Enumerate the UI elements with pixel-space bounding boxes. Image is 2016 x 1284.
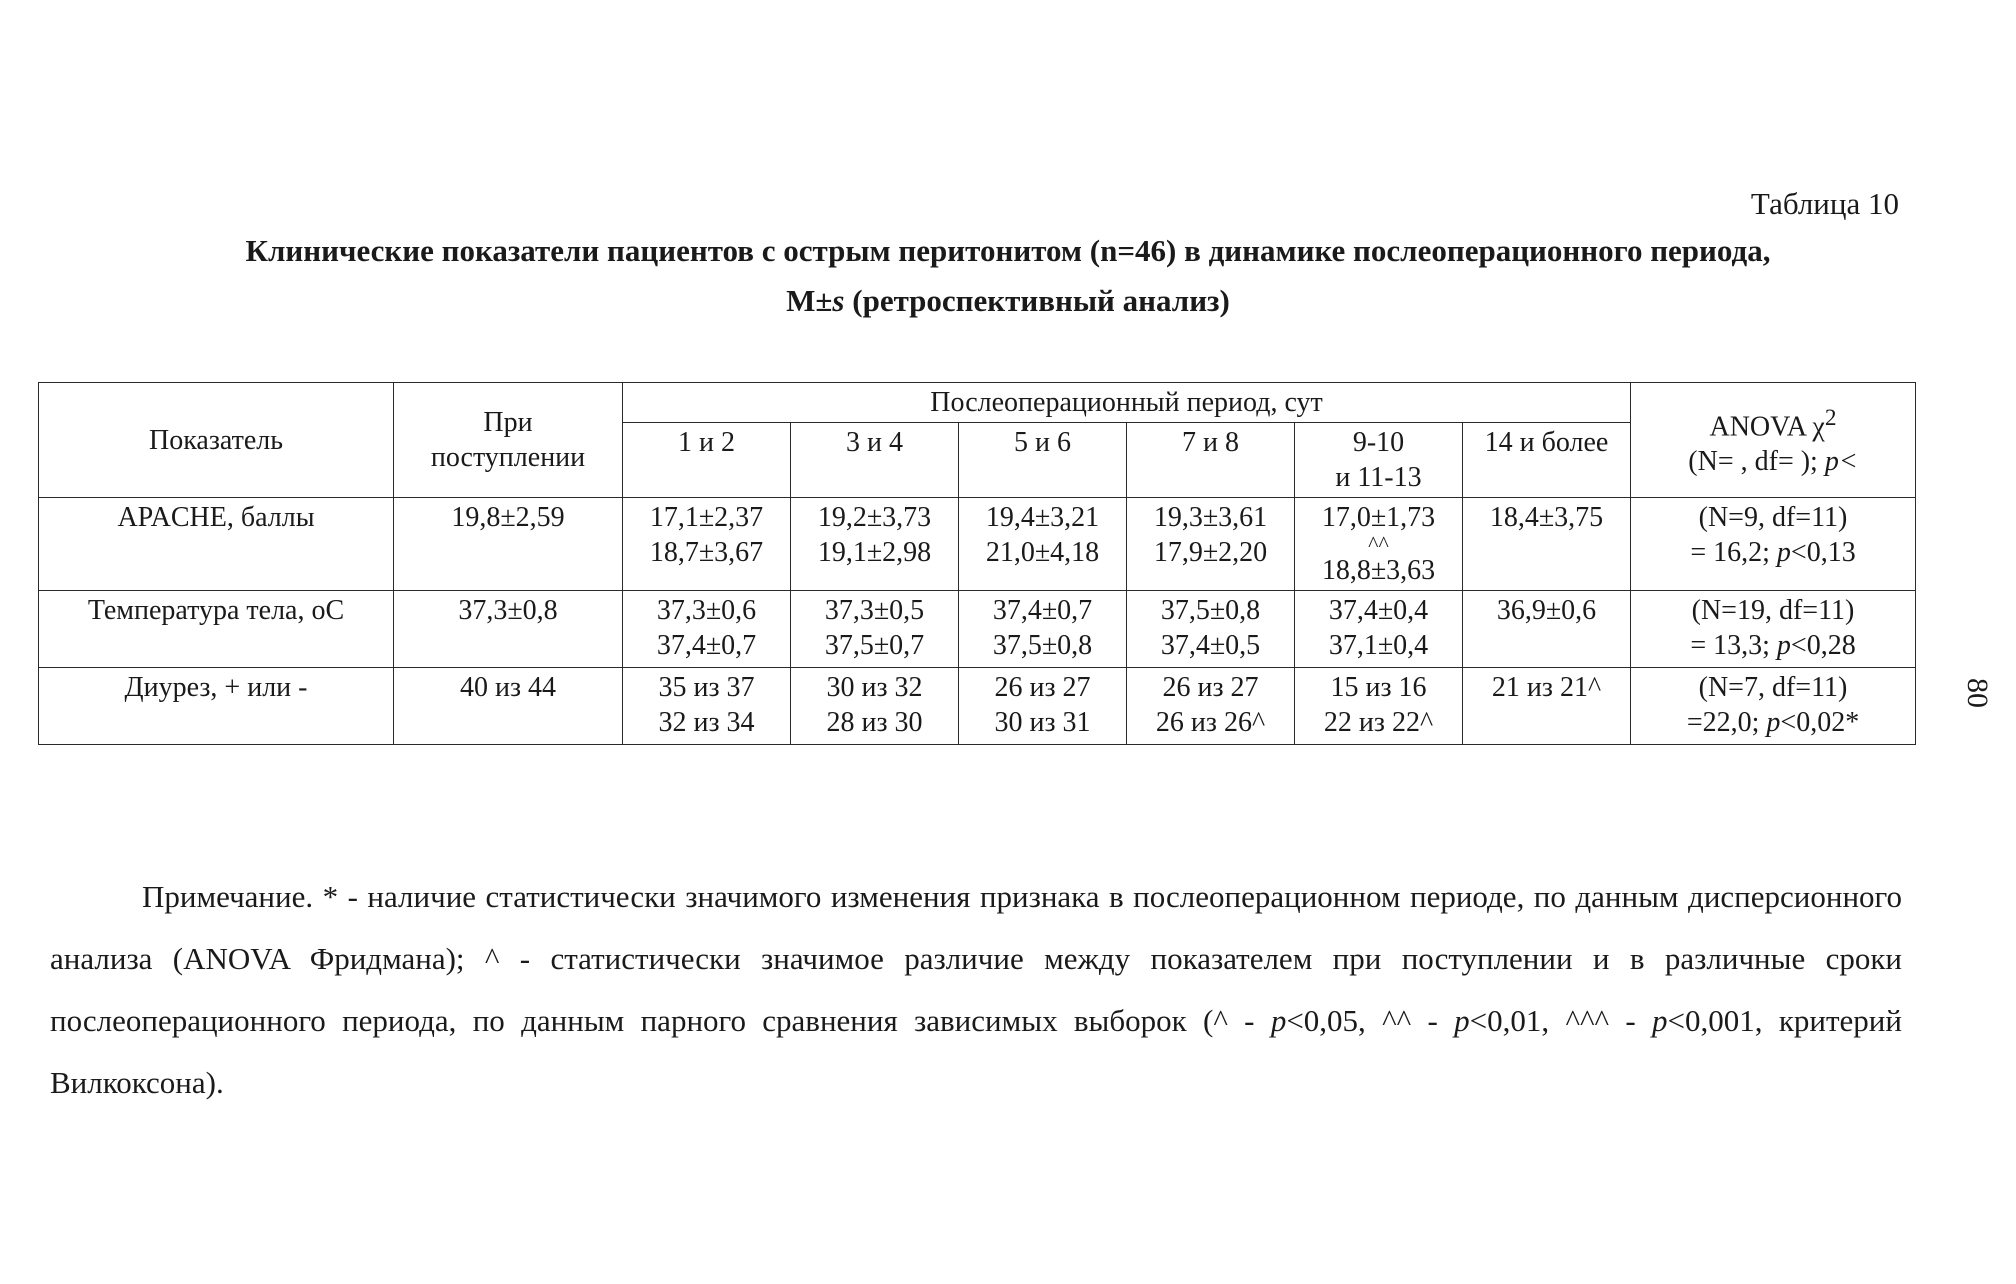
note-p: p [1270, 1003, 1287, 1038]
header-admission-line1: При [483, 407, 533, 438]
cell-anova [1631, 498, 1916, 591]
cell-day-14-plus: 21 из 21^ [1463, 668, 1631, 745]
value-line: 18,8±3,63 [1321, 555, 1436, 586]
header-day-7-8: 7 и 8 [1127, 423, 1295, 498]
note-p: p [1652, 1003, 1668, 1038]
page-number: 80 [1961, 678, 1994, 708]
title-suffix: (ретроспективный анализ) [844, 283, 1230, 318]
header-day-5-6: 5 и 6 [959, 423, 1127, 498]
anova-line: (N=9, df=11) [1698, 502, 1848, 533]
anova-line: (N=7, df=11) [1698, 672, 1848, 703]
table-row [39, 668, 1916, 745]
cell-day-1-2 [623, 668, 791, 745]
cell-anova [1631, 591, 1916, 668]
cell-anova [1631, 668, 1916, 745]
cell-day-5-6 [959, 668, 1127, 745]
row-admission: 19,8±2,59 [394, 498, 623, 591]
title-line-1: Клинические показатели пациентов с острым перитонитом (n=46) в динамике послеоперационного периода, [245, 233, 1771, 268]
table-row [39, 498, 1916, 591]
header-anova [1631, 383, 1916, 498]
significance-marker: ^^ [1368, 531, 1389, 556]
title-ms-italic: s [832, 283, 845, 318]
anova-label: ANOVA χ [1709, 411, 1825, 443]
cell-day-9-13 [1295, 498, 1463, 591]
title-line-2 [0, 276, 2016, 326]
value-line: 19,1±2,98 [817, 537, 932, 568]
anova-p: p [1766, 707, 1781, 738]
anova-line [1635, 628, 1911, 663]
cell-day-1-2 [623, 498, 791, 591]
header-day-1-2: 1 и 2 [623, 423, 791, 498]
note-text: <0,01, ^^^ - [1469, 1003, 1653, 1038]
header-row-1 [39, 383, 1916, 423]
value-line: 30 из 32 [826, 672, 923, 703]
cell-day-1-2 [623, 591, 791, 668]
value-line: 18,7±3,67 [649, 537, 764, 568]
header-anova-line1 [1635, 401, 1911, 444]
cell-day-7-8 [1127, 591, 1295, 668]
anova-stat: =22,0; [1686, 707, 1767, 738]
row-indicator: Диурез, + или - [39, 668, 394, 745]
anova-params: (N= , df= ); [1688, 446, 1825, 478]
anova-stat: = 16,2; [1690, 537, 1777, 568]
value-line: 37,4±0,7 [656, 630, 757, 661]
header-indicator: Показатель [39, 383, 394, 498]
anova-p: p< [1824, 446, 1858, 478]
header-day-9-10: 9-10 [1352, 427, 1405, 458]
header-day-14-plus: 14 и более [1463, 423, 1631, 498]
anova-superscript: 2 [1824, 404, 1837, 431]
cell-day-5-6 [959, 498, 1127, 591]
value-line: 30 из 31 [994, 707, 1091, 738]
row-indicator: Температура тела, оС [39, 591, 394, 668]
value-line: 26 из 27 [1162, 672, 1259, 703]
value-line: 37,4±0,4 [1328, 595, 1429, 626]
value-line: 17,1±2,37 [649, 502, 764, 533]
header-day-9-13 [1295, 423, 1463, 498]
anova-p-value: <0,28 [1790, 630, 1856, 661]
note-p: p [1454, 1003, 1470, 1038]
row-indicator: APACHE, баллы [39, 498, 394, 591]
value-line: 37,1±0,4 [1328, 630, 1429, 661]
cell-day-9-13 [1295, 591, 1463, 668]
header-day-3-4: 3 и 4 [791, 423, 959, 498]
value-line: 26 из 26^ [1155, 707, 1266, 738]
value-line: 21,0±4,18 [985, 537, 1100, 568]
value-line: 15 из 16 [1330, 672, 1427, 703]
row-admission: 40 из 44 [394, 668, 623, 745]
anova-line [1635, 535, 1911, 570]
value-line: 37,3±0,5 [824, 595, 925, 626]
value-line: 37,4±0,7 [992, 595, 1093, 626]
note-text: <0,001, критерий Вилкоксона). [50, 1003, 1902, 1100]
anova-line: (N=19, df=11) [1691, 595, 1855, 626]
value-line: 32 из 34 [658, 707, 755, 738]
value-line: 28 из 30 [826, 707, 923, 738]
value-line: 19,3±3,61 [1153, 502, 1268, 533]
header-postop-period: Послеоперационный период, сут [623, 383, 1631, 423]
value-line: 37,5±0,8 [1160, 595, 1261, 626]
value-line: 37,3±0,6 [656, 595, 757, 626]
clinical-indicators-table [38, 382, 1916, 745]
cell-day-5-6 [959, 591, 1127, 668]
cell-day-7-8 [1127, 498, 1295, 591]
value-line: 37,5±0,7 [824, 630, 925, 661]
title-ms-prefix: M± [786, 283, 833, 318]
note-text: <0,05, ^^ - [1286, 1003, 1455, 1038]
cell-day-3-4 [791, 498, 959, 591]
header-admission [394, 383, 623, 498]
value-line: 37,5±0,8 [992, 630, 1093, 661]
table-title [0, 226, 2016, 326]
value-line: 19,2±3,73 [817, 502, 932, 533]
value-line: 17,0±1,73 [1321, 502, 1436, 533]
value-line: 37,4±0,5 [1160, 630, 1261, 661]
anova-stat: = 13,3; [1690, 630, 1777, 661]
table-row [39, 591, 1916, 668]
anova-p: p [1776, 630, 1791, 661]
anova-p-value: <0,02* [1780, 707, 1860, 738]
table-number: Таблица 10 [1750, 186, 1899, 221]
header-day-11-13: и 11-13 [1335, 462, 1422, 493]
value-line: 19,4±3,21 [985, 502, 1100, 533]
cell-day-14-plus: 18,4±3,75 [1463, 498, 1631, 591]
table-note [50, 866, 1902, 1114]
value-line: 17,9±2,20 [1153, 537, 1268, 568]
anova-p: p [1776, 537, 1791, 568]
cell-day-7-8 [1127, 668, 1295, 745]
cell-day-14-plus: 36,9±0,6 [1463, 591, 1631, 668]
header-anova-line2 [1635, 444, 1911, 479]
cell-day-3-4 [791, 591, 959, 668]
anova-line [1635, 705, 1911, 740]
value-line: 22 из 22^ [1323, 707, 1434, 738]
value-line: 35 из 37 [658, 672, 755, 703]
cell-day-9-13 [1295, 668, 1463, 745]
header-admission-line2: поступлении [430, 442, 586, 473]
anova-p-value: <0,13 [1790, 537, 1856, 568]
row-admission: 37,3±0,8 [394, 591, 623, 668]
note-text: Примечание. * - наличие статистически значимого изменения признака в послеоперационном периоде, по данным дисперсионного анализа (ANOVA Фридмана); ^ - статистически значимое различие между показателем при поступлении и в различные сроки послеоперационного периода, по данным парного сравнения зависимых выборок (^ - [50, 879, 1902, 1038]
cell-day-3-4 [791, 668, 959, 745]
value-line: 26 из 27 [994, 672, 1091, 703]
